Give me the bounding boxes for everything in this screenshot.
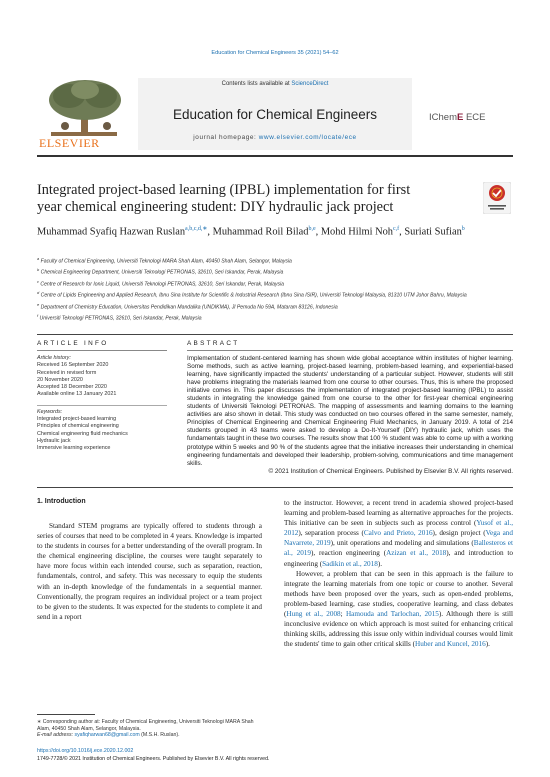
masthead-rule [37,155,513,157]
affiliation-item [37,289,507,300]
journal-banner [138,78,412,150]
affiliation-text: Centre of Lipids Engineering and Applied Research, Ibnu Sina Institute for Scientific & Industrial Research (Ibnu Sina ISIR), Universiti Teknologi Malaysia, 81310 UTM Johor Bahru, Malaysia [40,293,467,300]
abstract-rule [187,350,513,351]
affiliation-sup: d [37,290,40,296]
email-line [37,732,267,739]
author-name[interactable]: Mohd Hilmi Noh [320,226,393,238]
contents-prefix: Contents lists available at [221,81,292,87]
citation-link[interactable]: Yusof et al., 2012 [284,519,513,538]
email-label: E-mail address: [37,732,75,738]
body-text: However, a problem that can be seen in this approach is the failure to integrate the learning materials from one topic or course to another. Several methods have been proposed over the years, such as open-ended problems, problem-based learning, case studies, cooperative learning, and class debates ( [284,569,513,619]
affiliation-text: Department of Chemistry Education, Universitas Pendidikan Mandalika (UNDIKMA), Jl Pemuda No 59A, Mataram 83126, Indonesia [40,304,338,311]
author-sup[interactable]: a,b,c,d,∗ [185,226,208,232]
affiliations [37,255,507,324]
abstract-text: Implementation of student-centered learning has shown wide global acceptance within institutes of higher learning. Some methods, such as active learning, project-based learning, problem-based learning, and experiential-based learning, have significantly impacted the students' understanding of a particular subject. However, students will still have problems integrating the materials learned from one course to other courses. Thus, this is where the proposed initiative comes in. This paper discusses the implementation of integrated project-based learning (IPBL) to assist students in integrating the knowledge gained from one course to the other for first-year chemical engineering students of Universiti Teknologi PETRONAS. The mapping of assessments and learning domains to the learning activities are also shown in detail. This study was conducted on two courses offered in the same semester, namely, Principles of Chemical Engineering and Chemical Engineering Fluid Mechanics, in January 2019. A total of 214 students grouped in 43 teams were asked to develop a Do-It-Yourself (DIY) hydraulic jack, which uses the fundamentals taught in these two courses. The results show that 100 % student was able to come up with a working prototype within 5 weeks and 90 % of the students agree that the initiative increases their understanding in chemical engineering fundamentals and developed their leadership, problem-solving, communications and time management skills. [187,355,513,467]
society-logo [423,78,513,150]
affiliation-text: Chemical Engineering Department, Universiti Teknologi PETRONAS, 32610, Seri Iskandar, Perak, Malaysia [40,270,284,277]
body-text: to the instructor. However, a recent trend in academia showed project-based learning and problem-based learning as alternative approaches for the projects. This initiative can be seen in subjects such as process control ( [284,499,513,528]
history-item: Received 16 September 2020 [37,362,109,369]
author-name[interactable]: Muhammad Roil Bilad [212,226,309,238]
ichem-logo [429,112,486,123]
affiliation-sup: f [37,313,39,319]
affiliation-item [37,301,507,312]
elsevier-wordmark: ELSEVIER [39,136,100,150]
affiliation-item [37,278,507,289]
author-list: Muhammad Syafiq Hazwan Ruslan$^{a,b,c,d,∗}$, Muhammad Roil Bilad$^{b,e}$, Mohd Hilmi Noh$^{c,f}$, Suriati Sufian$^b$ [37,226,465,238]
footnote-rule [37,714,95,715]
check-for-updates-icon [483,182,511,214]
footnote [37,719,267,739]
body-column-left: Standard STEM programs are typically offered to students through a series of courses that need to be completed in 4 years. Knowledge is imparted to the students in courses for a better understanding of the overall program. In the chemical engineering discipline, the courses were taught separately to have more focus within each intended course, such as separation, reaction, fundamentals, control, and safety. This was necessary to equip the students with an in-depth knowledge of the fundamentals in a sequential manner. Conventionally, the program requires an individual project or a team project to be given to the students. It was expected for the students to complete it and send in a report [37,522,262,621]
affiliation-sup: c [37,278,39,284]
journal-name: Education for Chemical Engineers [172,107,378,122]
keyword: Chemical engineering fluid mechanics [37,430,128,437]
ichem-e: E [456,112,464,123]
citation-link[interactable]: Huber and Kuncel, 2016 [415,640,486,649]
journal-masthead [37,78,513,150]
abstract-body [187,355,513,476]
author-sup[interactable]: b,e [308,226,316,232]
body-text: ). Although there is still inconclusive evidence on which approach is most suited for enhancing critical thinking skills, addressing this issue only within individual courses would limit the students' time to gain other critical skills ( [284,610,514,649]
journal-homepage [138,134,412,141]
body-text: ), reaction engineering ( [310,549,387,558]
body-text: ), design project ( [432,529,486,538]
author-sup[interactable]: c,f [392,226,400,232]
affiliation-text: Faculty of Chemical Engineering, Universiti Teknologi MARA Shah Alam, 40450 Shah Alam, Selangor, Malaysia [40,258,292,265]
contents-line [138,81,412,87]
citation-link[interactable]: Azizan et al., 2018 [386,549,447,558]
citation-link[interactable]: Ballesteros et al., 2019 [284,539,513,558]
affiliation-sup: a [37,256,40,261]
elsevier-tree-icon [37,78,133,138]
citation-link[interactable]: Calvo and Prieto, 2016 [363,529,433,538]
citation-link[interactable]: Sadikin et al., 2018 [322,559,378,568]
body-text: ), unit operations and modeling and simulations ( [330,539,474,548]
body-text: ). [485,640,490,649]
keyword: Immersive learning experience [37,445,111,452]
elsevier-logo [37,78,133,150]
history-item: Available online 13 January 2021 [37,391,117,398]
keyword: Integrated project-based learning [37,416,117,423]
homepage-link[interactable]: www.elsevier.com/locate/ece [258,134,357,141]
citation-link[interactable]: Hamouda and Tarlochan, 2015 [345,610,439,619]
author-name[interactable]: Muhammad Syafiq Hazwan Ruslan [37,226,186,238]
ichem-text: IChem [429,112,457,123]
journal-citation[interactable]: Education for Chemical Engineers 35 (2021) 54–62 [211,50,339,56]
author-name[interactable]: Suriati Sufian [404,226,462,238]
corresponding-author-note: ∗ Corresponding author at: Faculty of Chemical Engineering, Universiti Teknologi MARA Shah Alam, 40450 Shah Alam, Selangor, Malaysia. [37,719,254,732]
history-item: Accepted 18 December 2020 [37,384,107,391]
sciencedirect-link[interactable]: ScienceDirect [291,81,329,87]
info-divider [37,399,167,406]
body-column-right [284,498,513,649]
abstract-heading: ABSTRACT [187,340,240,347]
citation-link[interactable]: Hung et al., 2008 [286,610,341,619]
ichem-ece: ECE [463,112,486,123]
keyword: Hydraulic jack [37,437,71,444]
affiliation-sup: b [37,267,40,273]
email-suffix: (M.S.H. Ruslan). [139,732,180,738]
article-info-heading: ARTICLE INFO [37,340,109,347]
keywords-label: Keywords: [37,408,63,415]
header-rule [37,334,513,335]
body-text: ), and introduction to engineering ( [284,549,514,568]
body-text: ; [340,610,346,619]
affiliation-text: Centre of Research for Ionic Liquid, Universiti Teknologi PETRONAS, 32610, Seri Iskandar, Perak, Malaysia [40,281,284,288]
doi-block [37,747,270,763]
article-info-panel [37,355,167,453]
keyword: Principles of chemical engineering [37,423,119,430]
history-item: 20 November 2020 [37,376,83,383]
author-sup[interactable]: b [461,226,465,232]
issn-line: 1749-7728/© 2021 Institution of Chemical Engineers. Published by Elsevier B.V. All rights reserved. [37,756,270,762]
history-item: Received in revised form [37,369,97,376]
homepage-prefix: journal homepage: [193,134,259,141]
email-link[interactable]: syafiqharwan68@gmail.com [74,732,140,738]
article-title: Integrated project-based learning (IPBL) implementation for first year chemical engineering student: DIY hydraulic jack project [37,182,411,215]
check-for-updates-badge[interactable] [483,182,511,214]
history-label: Article history: [37,355,71,361]
citation-link[interactable]: Vega and Navarrete, 2019 [284,529,513,548]
abstract-bottom-rule [37,487,513,488]
affiliation-item [37,255,507,266]
affiliation-text: Universiti Teknologi PETRONAS, 32610, Seri Iskandar, Perak, Malaysia [39,316,202,323]
affiliation-item [37,266,507,277]
body-text: ). [377,559,383,568]
body-paragraph [284,569,513,650]
abstract-copyright: © 2021 Institution of Chemical Engineers. Published by Elsevier B.V. All rights reserved. [268,467,513,475]
body-text: ), separation process ( [298,529,364,538]
doi-link[interactable]: https://doi.org/10.1016/j.ece.2020.12.002 [37,748,134,754]
section-heading: 1. Introduction [37,498,86,505]
affiliation-item [37,312,507,323]
affiliation-sup: e [37,301,40,307]
article-info-rule [37,350,167,351]
